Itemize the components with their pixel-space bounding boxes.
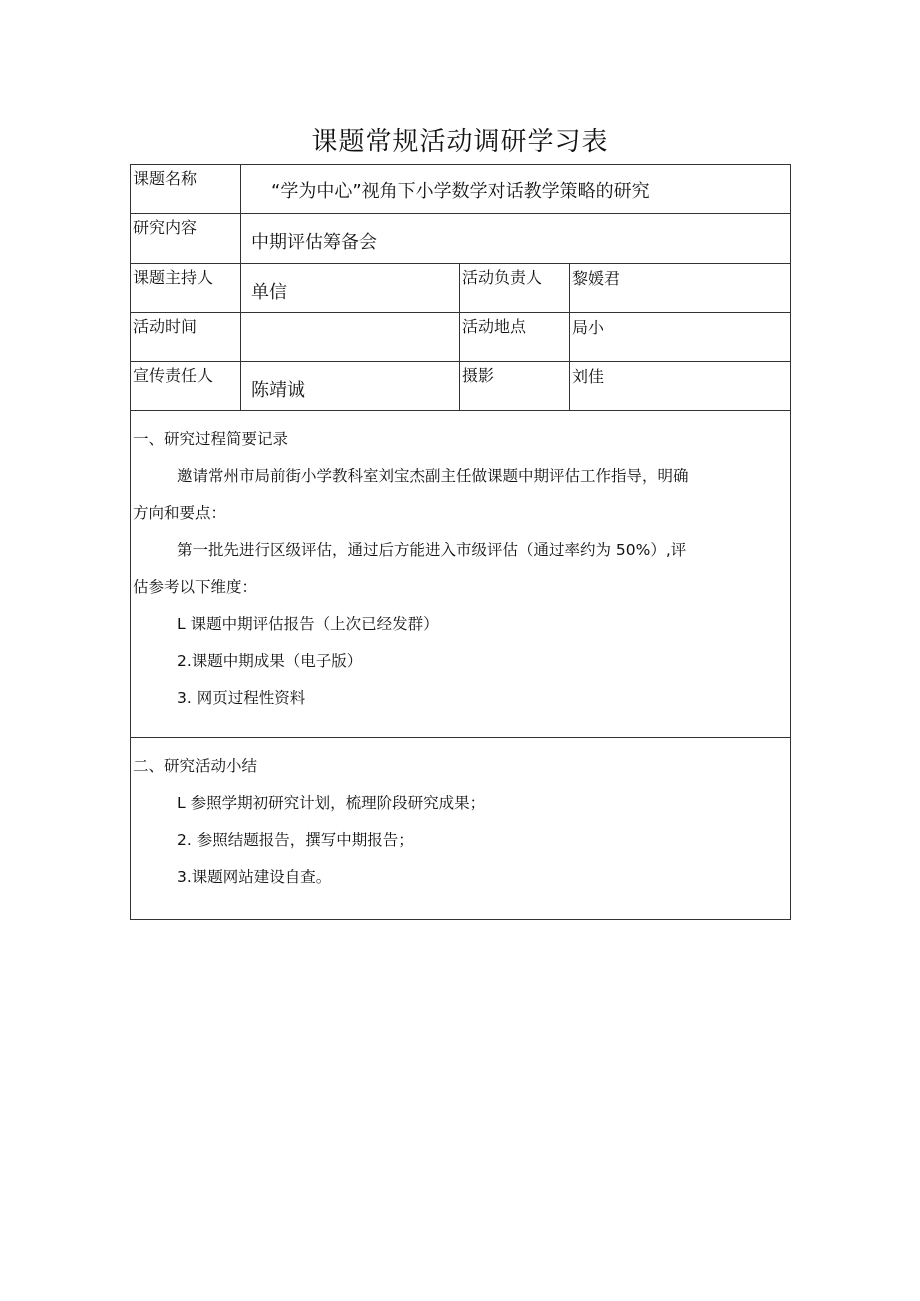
value-leader [570,264,791,313]
label-leader: 活动负责人 [460,264,570,313]
value-content [241,214,791,264]
value-topic-text: “学为中心”视角下小学数学对话教学策略的研究 [271,181,650,202]
section1-item: L 课题中期评估报告（上次已经发群） [177,615,439,633]
section1-para1-line2: 方向和要点： [133,504,227,522]
value-topic [241,165,791,214]
section1-para2-line1: 第一批先进行区级评估，通过后方能进入市级评估（通过率约为 50%）,评 [177,541,687,559]
section1-heading: 一、研究过程简要记录 [133,430,289,448]
value-host-text: 单信 [251,282,287,303]
value-photo [570,362,791,411]
value-time [241,313,460,362]
section2-item: 3.课题网站建设自查。 [177,868,332,886]
section1-para2-line2: 估参考以下维度： [133,578,258,596]
row-host [131,264,791,313]
row-process-record [131,411,791,738]
value-time-text [241,313,459,327]
section1-item: 2.课题中期成果（电子版） [177,652,363,670]
section2-heading: 二、研究活动小结 [133,757,258,775]
label-publicity: 宣传责任人 [131,362,241,411]
value-place [570,313,791,362]
value-publicity-text: 陈靖诚 [251,380,305,401]
section1-para1-line1: 邀请常州市局前街小学教科室刘宝杰副主任做课题中期评估工作指导，明确 [177,467,689,485]
section2-item: L 参照学期初研究计划，梳理阶段研究成果； [177,794,486,812]
value-host [241,264,460,313]
value-leader-text: 黎媛君 [572,269,621,288]
activity-form-table [130,164,791,920]
label-photo: 摄影 [460,362,570,411]
value-place-text: 局小 [572,318,605,337]
row-publicity [131,362,791,411]
form-title: 课题常规活动调研学习表 [311,127,609,157]
label-place: 活动地点 [460,313,570,362]
label-time: 活动时间 [131,313,241,362]
section-process-record [131,411,791,738]
label-host: 课题主持人 [131,264,241,313]
row-topic [131,165,791,214]
value-publicity [241,362,460,411]
row-activity-summary [131,738,791,920]
label-content: 研究内容 [131,214,241,264]
section2-item: 2. 参照结题报告，撰写中期报告； [177,831,414,849]
label-topic: 课题名称 [131,165,241,214]
value-content-text: 中期评估筹备会 [251,232,377,253]
row-time [131,313,791,362]
row-content [131,214,791,264]
section-activity-summary [131,738,791,920]
value-photo-text: 刘佳 [572,367,605,386]
section1-item: 3. 网页过程性资料 [177,689,306,707]
